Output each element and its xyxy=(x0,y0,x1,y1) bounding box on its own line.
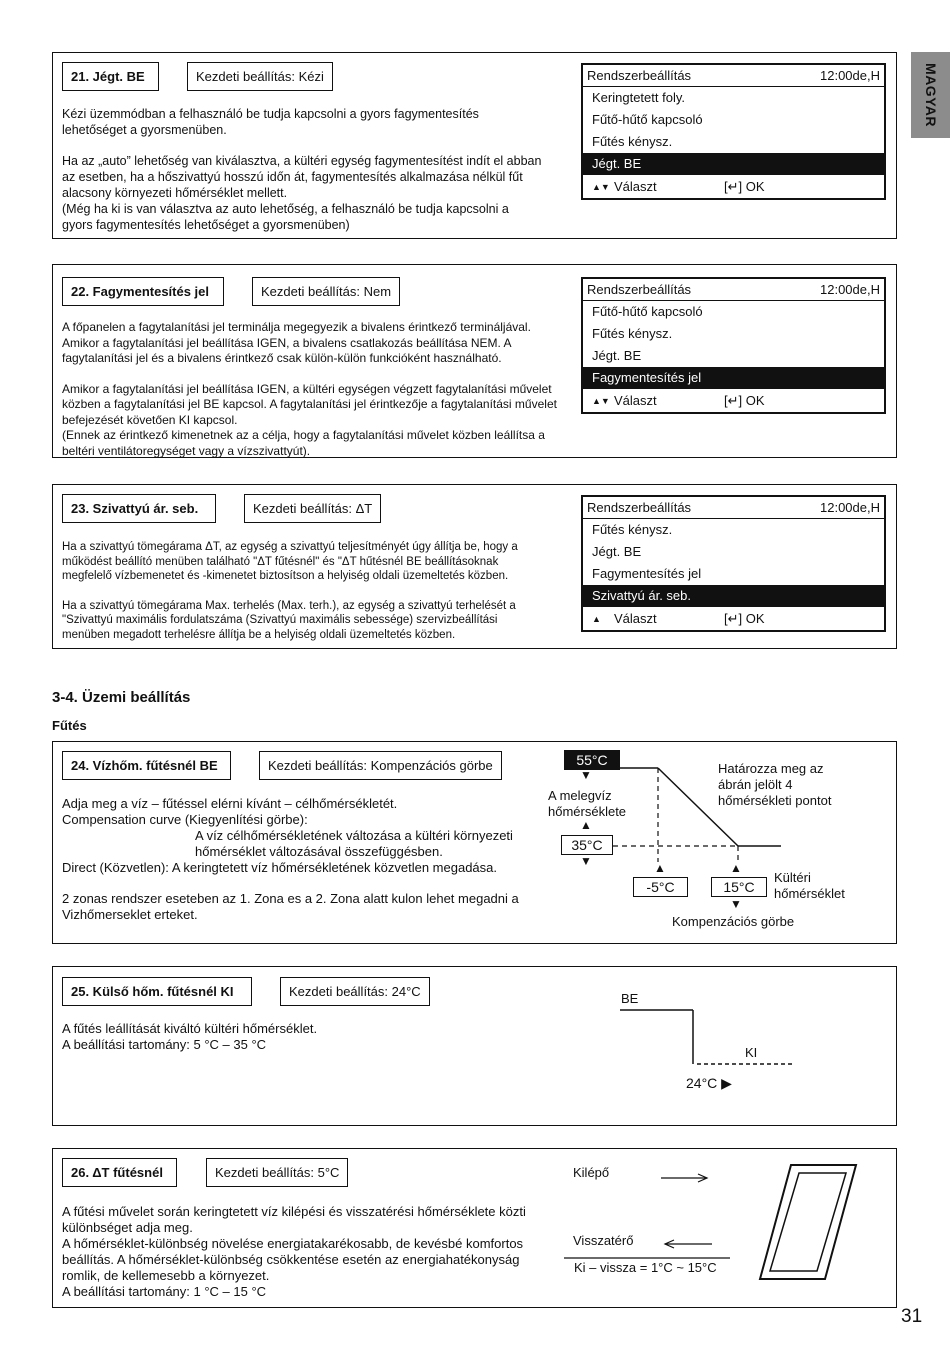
warm-water-label: A melegvíz hőmérséklete xyxy=(548,788,627,819)
section-23-menu-panel xyxy=(581,495,886,632)
arrow-up-icon: ▲ xyxy=(580,818,592,832)
section-22-p1: A főpanelen a fagytalanítási jel terminálja megegyezik a bivalens érintkező termináljával. Amikor a fagytalanítási jel beállítása IGEN, a bivalens csatlakozás beállítása NEM. A fagytalanítási jel és a bivalens érintkező csak külön-külön funkcióként használható. xyxy=(62,320,531,365)
outdoor-temp-label: Kültéri hőmérséklet xyxy=(774,870,845,901)
outlet-label: Kilépő xyxy=(573,1165,610,1180)
section-26-l3: A beállítási tartomány: 1 °C – 15 °C xyxy=(62,1284,267,1299)
arrow-down-icon: ▼ xyxy=(580,768,592,782)
ok-label: [↵] OK xyxy=(724,179,765,194)
menu-time: 12:00de,H xyxy=(820,282,880,297)
language-tab-label: MAGYAR xyxy=(922,63,939,127)
arrow-up-icon: ▲ xyxy=(654,861,666,875)
temp-55-box: 55°C xyxy=(564,750,620,770)
menu-item: Fagymentesítés jel xyxy=(592,566,702,581)
on-off-diagram xyxy=(53,967,896,1125)
section-26-l2: A hőmérséklet-különbség növelése energiatakarékosabb, de kevésbé komfortos beállítás. A hőmérséklet-különbség csökkentése esetén az energiahatékonyság romlik, de kellemesebb a környezet. xyxy=(62,1236,524,1283)
menu-footer xyxy=(583,175,884,198)
compensation-curve-label: Kompenzációs görbe xyxy=(672,914,795,929)
section-21 xyxy=(52,52,897,239)
section-23-text xyxy=(62,540,542,642)
menu-footer xyxy=(583,389,884,412)
menu-title: Rendszerbeállítás xyxy=(587,282,692,297)
section-24-l4: Direct (Közvetlen): A keringtetett víz hőmérsékletének közvetlen megadása. xyxy=(62,860,497,875)
off-label: KI xyxy=(745,1045,758,1060)
menu-item: Fűtő-hűtő kapcsoló xyxy=(592,112,703,127)
arrow-down-icon: ▼ xyxy=(730,897,742,911)
section-22-text xyxy=(62,320,562,459)
section-23 xyxy=(52,484,897,649)
heat-exchanger-outer xyxy=(760,1165,856,1279)
menu-item: Jégt. BE xyxy=(592,544,642,559)
section-24 xyxy=(52,741,897,944)
menu-title: Rendszerbeállítás xyxy=(587,68,692,83)
section-26-title: 26. ΔT fűtésnél xyxy=(62,1158,177,1187)
delta-t-diagram xyxy=(53,1149,896,1307)
menu-header xyxy=(583,279,884,301)
section-21-p3: (Még ha ki is van választva az auto lehetőség, a felhasználó be tudja kapcsolni a gyors fagymentesítés lehetőséget a gyorsmenüben) xyxy=(62,202,509,232)
section-21-title: 21. Jégt. BE xyxy=(62,62,159,91)
section-21-text xyxy=(62,106,542,233)
section-22-p3: (Ennek az érintkező kimenetnek az a célja, hogy a fagytalanítási művelet közben leállítsa a beltéri ventilátoregységet vagy a vízszivattyút). xyxy=(62,428,545,458)
section-24-default: Kezdeti beállítás: Kompenzációs görbe xyxy=(259,751,502,780)
temp-minus5-box: -5°C xyxy=(633,877,688,897)
switch-temp-label: 24°C ▶ xyxy=(686,1075,732,1091)
section-22-menu-panel xyxy=(581,277,886,414)
menu-header xyxy=(583,497,884,519)
section-25 xyxy=(52,966,897,1126)
section-24-l1: Adja meg a víz – fűtéssel elérni kívánt – célhőmérsékletét. xyxy=(62,796,398,811)
section-25-title: 25. Külső hőm. fűtésnél KI xyxy=(62,977,252,1006)
menu-item-selected: Jégt. BE xyxy=(583,153,884,175)
menu-title: Rendszerbeállítás xyxy=(587,500,692,515)
section-22 xyxy=(52,264,897,458)
menu-item: Fűtés kénysz. xyxy=(592,522,673,537)
menu-time: 12:00de,H xyxy=(820,68,880,83)
temp-15-box: 15°C xyxy=(711,877,767,897)
section-21-p1: Kézi üzemmódban a felhasználó be tudja kapcsolni a gyors fagymentesítés lehetőséget a gyorsmenüben. xyxy=(62,107,479,137)
delta-range-label: Ki – vissza = 1°C ~ 15°C xyxy=(574,1260,717,1275)
menu-item: Keringtetett foly. xyxy=(592,90,685,105)
select-label: Választ xyxy=(614,179,657,194)
section-24-title: 24. Vízhőm. fűtésnél BE xyxy=(62,751,231,780)
section-21-p2: Ha az „auto” lehetőség van kiválasztva, a kültéri egység fagymentesítést indít el abban az esetben, ha a hőszivattyú hosszú időn át, fagymentesítés alkalmazása nélkül fűt alacsony környezeti hőmérséklet mellett. xyxy=(62,154,542,200)
temp-35-box: 35°C xyxy=(561,835,613,855)
section-22-default: Kezdeti beállítás: Nem xyxy=(252,277,400,306)
updown-arrow-icon: ▲▼ xyxy=(592,181,610,192)
menu-header xyxy=(583,65,884,87)
section-24-l3: A víz célhőmérsékletének változása a kültéri környezeti hőmérséklet változásával összefüggésben. xyxy=(195,828,513,859)
menu-item: Jégt. BE xyxy=(592,348,642,363)
section-23-title: 23. Szivattyú ár. seb. xyxy=(62,494,216,523)
menu-footer xyxy=(583,607,884,630)
section-heading: 3-4. Üzemi beállítás xyxy=(52,689,191,706)
menu-time: 12:00de,H xyxy=(820,500,880,515)
section-24-l5: 2 zonas rendszer eseteben az 1. Zona es a 2. Zona alatt kulon lehet megadni a Vizhőmerseklet erteket. xyxy=(62,891,519,922)
section-23-default: Kezdeti beállítás: ΔT xyxy=(244,494,381,523)
heat-exchanger-inner xyxy=(770,1173,846,1271)
menu-item-selected: Szivattyú ár. seb. xyxy=(583,585,884,607)
section-26-default: Kezdeti beállítás: 5°C xyxy=(206,1158,348,1187)
page-number: 31 xyxy=(901,1306,923,1327)
select-label: Választ xyxy=(614,393,657,408)
section-23-p2: Ha a szivattyú tömegárama Max. terhelés (Max. terh.), az egység a szivattyú terhelését a "Szivattyú maximális fordulatszáma (Szivattyú maximális sebessége) szervizbeállítási menüben megadott terhelésre állítja be a helyiség oldali üzemeltetés közben. xyxy=(62,599,516,641)
section-23-p1: Ha a szivattyú tömegárama ΔT, az egység a szivattyú teljesítményét úgy állítja be, hogy a működést beállító menüben található "ΔT fűtésnél" és "ΔT hűtésnél BE beállításoknak megfelelő vízbemenetet és -kimenetet biztosítson a helyiség oldali üzemeltetés közben. xyxy=(62,541,518,582)
section-21-menu-panel xyxy=(581,63,886,200)
updown-arrow-icon: ▲▼ xyxy=(592,395,610,406)
menu-item: Fűtés kénysz. xyxy=(592,326,673,341)
ok-label: [↵] OK xyxy=(724,393,765,408)
section-25-default: Kezdeti beállítás: 24°C xyxy=(280,977,430,1006)
arrow-up-icon: ▲ xyxy=(730,861,742,875)
menu-item: Fűtés kénysz. xyxy=(592,134,673,149)
section-22-p2: Amikor a fagytalanítási jel beállítása IGEN, a kültéri egységen végzett fagytalanítási művelet közben a fagytalanítási jel BE kapcsol. A fagytalanítási jel érintkezője a fagytalanítási művelet befejezését követően KI kapcsol. xyxy=(62,381,557,427)
section-22-title: 22. Fagymentesítés jel xyxy=(62,277,224,306)
select-label: Választ xyxy=(614,611,657,626)
menu-item: Fűtő-hűtő kapcsoló xyxy=(592,304,703,319)
up-arrow-icon: ▲ xyxy=(592,613,601,624)
section-21-default: Kezdeti beállítás: Kézi xyxy=(187,62,333,91)
section-26-l1: A fűtési művelet során keringtetett víz kilépési és visszatérési hőmérséklete közti különbséget adja meg. xyxy=(62,1204,526,1235)
section-25-l1: A fűtés leállítását kiváltó kültéri hőmérséklet. xyxy=(62,1021,318,1036)
menu-item-selected: Fagymentesítés jel xyxy=(583,367,884,389)
language-tab xyxy=(911,52,950,138)
subsection-heading: Fűtés xyxy=(52,718,87,733)
determine-points-note: Határozza meg az ábrán jelölt 4 hőmérsékleti pontot xyxy=(718,761,832,808)
arrow-down-icon: ▼ xyxy=(580,854,592,868)
return-label: Visszatérő xyxy=(573,1233,634,1248)
ok-label: [↵] OK xyxy=(724,611,765,626)
on-label: BE xyxy=(621,991,639,1006)
section-24-l2: Compensation curve (Kiegyenlítési görbe): xyxy=(62,812,308,827)
section-25-l2: A beállítási tartomány: 5 °C – 35 °C xyxy=(62,1037,267,1052)
section-26 xyxy=(52,1148,897,1308)
